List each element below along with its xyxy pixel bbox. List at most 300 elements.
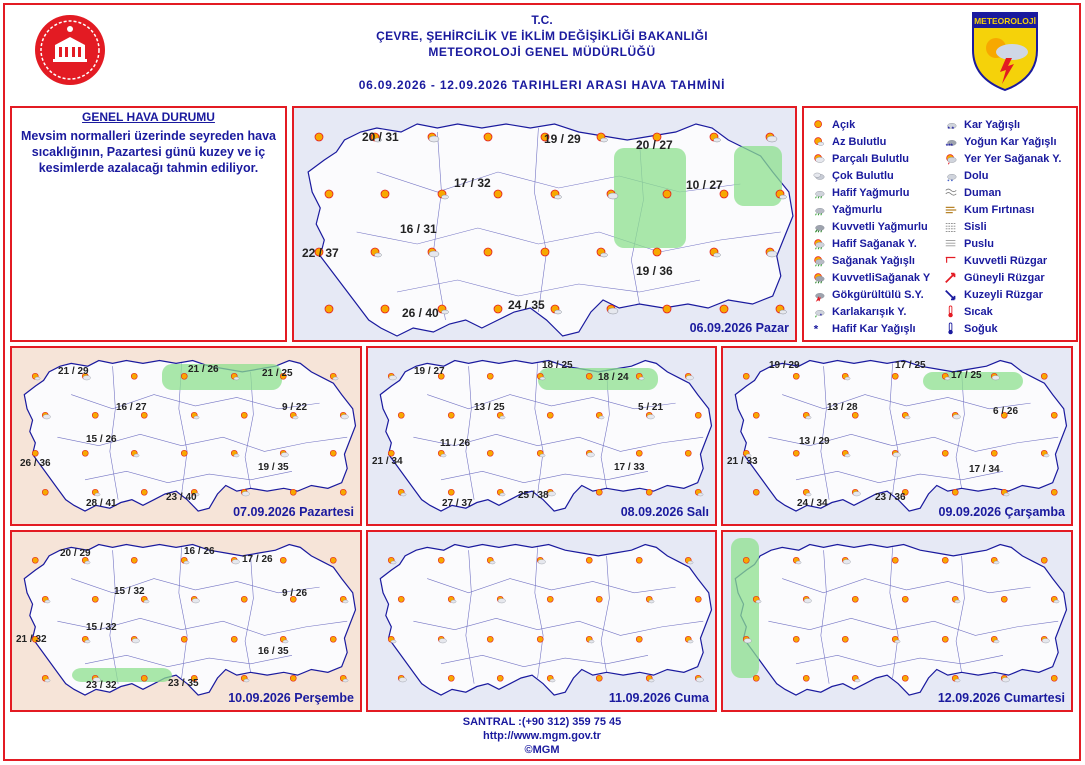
local-shower-icon xyxy=(944,152,960,166)
sun-small-cloud-icon xyxy=(328,370,340,388)
city-temperature: 17 / 26 xyxy=(242,554,273,565)
city-temperature: 23 / 36 xyxy=(875,492,906,503)
sun-small-cloud-icon xyxy=(495,486,507,504)
city-temperature: 16 / 27 xyxy=(116,402,147,413)
sun-small-cloud-icon xyxy=(338,672,350,690)
legend-item-cloudy xyxy=(812,167,930,184)
partly-cloudy-icon xyxy=(425,245,441,266)
city-temperature: 16 / 31 xyxy=(400,222,437,236)
city-temperature: 19 / 27 xyxy=(414,366,445,377)
sun-small-cloud-icon xyxy=(80,633,92,651)
legend-item-sun xyxy=(812,116,930,133)
city-temperature: 10 / 27 xyxy=(686,178,723,192)
sun-icon xyxy=(545,409,557,427)
sun-icon xyxy=(535,633,547,651)
sun-icon xyxy=(660,187,676,208)
sun-icon xyxy=(322,187,338,208)
legend-item-sleet xyxy=(812,303,930,320)
directorate-name: METEOROLOJİ GENEL MÜDÜRLÜĞÜ xyxy=(428,45,656,59)
sun-icon xyxy=(328,633,340,651)
city-temperature: 28 / 41 xyxy=(86,498,117,509)
sun-icon xyxy=(90,409,102,427)
legend-item-haze xyxy=(944,235,1061,252)
sun-small-cloud-icon xyxy=(40,593,52,611)
sun-small-cloud-icon xyxy=(485,554,497,572)
sun-icon xyxy=(791,633,803,651)
city-temperature: 23 / 35 xyxy=(168,678,199,689)
legend-item-sandstorm xyxy=(944,201,1061,218)
sun-small-cloud-icon xyxy=(545,672,557,690)
hot-icon xyxy=(944,305,960,319)
city-temperature: 15 / 32 xyxy=(114,586,145,597)
map-date-label: 06.09.2026 Pazar xyxy=(689,321,789,335)
sun-small-cloud-icon xyxy=(338,593,350,611)
sun-small-cloud-icon xyxy=(999,486,1011,504)
sun-icon xyxy=(801,672,813,690)
legend-item-hot xyxy=(944,303,1061,320)
legend-column-left xyxy=(812,116,930,337)
heavy-rain-icon xyxy=(812,220,828,234)
sun-icon xyxy=(584,554,596,572)
sun-small-cloud-icon xyxy=(950,672,962,690)
partly-cloudy-icon xyxy=(129,633,141,651)
map-day-4 xyxy=(721,346,1073,526)
city-temperature: 21 / 33 xyxy=(727,456,758,467)
sun-icon xyxy=(791,447,803,465)
sun-small-cloud-icon xyxy=(189,409,201,427)
sun-small-cloud-icon xyxy=(634,370,646,388)
smoke-icon xyxy=(944,186,960,200)
partly-cloudy-icon xyxy=(396,672,408,690)
ministry-name: ÇEVRE, ŞEHİRCİLİK VE İKLİM DEĞİŞİKLİĞİ BAKANLIĞI xyxy=(376,29,708,43)
legend-label: Açık xyxy=(832,118,856,131)
sun-small-cloud-icon xyxy=(594,409,606,427)
light-shower-icon xyxy=(812,237,828,251)
partly-cloudy-icon xyxy=(189,593,201,611)
sun-icon xyxy=(538,245,554,266)
city-temperature: 17 / 32 xyxy=(454,176,491,190)
partly-cloudy-icon xyxy=(890,447,902,465)
legend-item-smoke xyxy=(944,184,1061,201)
light-snow-icon xyxy=(812,322,828,336)
partly-cloudy-icon xyxy=(763,130,779,151)
partly-cloudy-icon xyxy=(1039,633,1051,651)
sun-icon xyxy=(446,409,458,427)
city-temperature: 13 / 28 xyxy=(827,402,858,413)
sun-icon xyxy=(940,633,952,651)
city-temperature: 5 / 21 xyxy=(638,402,664,413)
partly-cloudy-icon xyxy=(840,554,852,572)
sun-small-cloud-icon xyxy=(1039,447,1051,465)
sun-small-cloud-icon xyxy=(446,593,458,611)
partly-cloudy-icon xyxy=(239,486,251,504)
city-temperature: 20 / 27 xyxy=(636,138,673,152)
legend-label: Karlakarışık Y. xyxy=(832,305,907,318)
legend-item-fog xyxy=(944,218,1061,235)
thunderstorm-icon xyxy=(812,288,828,302)
sun-icon xyxy=(545,593,557,611)
partly-cloudy-icon xyxy=(741,633,753,651)
sun-small-cloud-icon xyxy=(129,447,141,465)
sun-icon xyxy=(751,409,763,427)
sun-small-cloud-icon xyxy=(989,554,1001,572)
map-date-label: 10.09.2026 Perşembe xyxy=(228,691,354,705)
map-date-label: 07.09.2026 Pazartesi xyxy=(233,505,354,519)
footer xyxy=(5,715,1079,757)
city-temperature: 13 / 29 xyxy=(799,436,830,447)
sun-small-cloud-icon xyxy=(229,370,241,388)
legend-item-light-shower xyxy=(812,235,930,252)
sun-icon xyxy=(481,130,497,151)
legend-label: Sisli xyxy=(964,220,987,233)
sun-icon xyxy=(288,672,300,690)
sun-small-cloud-icon xyxy=(436,447,448,465)
sun-icon xyxy=(378,302,394,323)
map-day-5 xyxy=(10,530,362,712)
partly-cloudy-icon xyxy=(436,633,448,651)
sun-icon xyxy=(791,370,803,388)
legend-panel xyxy=(802,106,1078,342)
city-temperature: 24 / 35 xyxy=(508,298,545,312)
legend-item-heavy-rain xyxy=(812,218,930,235)
sun-small-cloud-icon xyxy=(773,302,789,323)
partly-cloudy-icon xyxy=(386,370,398,388)
sun-icon xyxy=(890,370,902,388)
sun-small-cloud-icon xyxy=(594,130,610,151)
legend-label: Puslu xyxy=(964,237,994,250)
city-temperature: 26 / 40 xyxy=(402,306,439,320)
sun-icon xyxy=(485,447,497,465)
sun-icon xyxy=(900,593,912,611)
city-temperature: 17 / 34 xyxy=(969,464,1000,475)
sun-icon xyxy=(999,593,1011,611)
city-temperature: 20 / 29 xyxy=(60,548,91,559)
partly-cloudy-icon xyxy=(229,554,241,572)
legend-item-hail xyxy=(944,167,1061,184)
legend-label: Hafif Sağanak Y. xyxy=(832,237,917,250)
city-temperature: 21 / 26 xyxy=(188,364,219,375)
map-day-6 xyxy=(366,530,717,712)
legend-item-heavy-shower xyxy=(812,269,930,286)
sun-icon xyxy=(139,486,151,504)
sun-icon xyxy=(396,593,408,611)
sun-icon xyxy=(751,672,763,690)
legend-item-strong-wind xyxy=(944,252,1061,269)
sun-small-cloud-icon xyxy=(707,130,723,151)
sun-small-cloud-icon xyxy=(368,245,384,266)
legend-item-thunderstorm xyxy=(812,286,930,303)
sun-small-cloud-icon xyxy=(386,633,398,651)
city-temperature: 19 / 29 xyxy=(769,360,800,371)
legend-label: Gökgürültülü S.Y. xyxy=(832,288,924,301)
city-temperature: 22 / 37 xyxy=(302,246,339,260)
city-temperature: 15 / 32 xyxy=(86,622,117,633)
sun-icon xyxy=(378,187,394,208)
map-day-2 xyxy=(10,346,362,526)
partly-cloudy-icon xyxy=(989,370,1001,388)
city-temperature: 18 / 25 xyxy=(542,360,573,371)
sun-small-cloud-icon xyxy=(751,593,763,611)
sun-icon xyxy=(594,672,606,690)
sun-icon xyxy=(900,672,912,690)
partly-cloudy-icon xyxy=(604,302,620,323)
legend-item-shower xyxy=(812,252,930,269)
svg-text:*: * xyxy=(819,313,822,319)
city-temperature: 19 / 29 xyxy=(544,132,581,146)
sun-small-cloud-icon xyxy=(683,554,695,572)
sun-small-cloud-icon xyxy=(890,633,902,651)
shower-icon xyxy=(812,254,828,268)
legend-item-heavy-snow xyxy=(944,133,1061,150)
header-line-1: T.C. xyxy=(531,13,553,27)
partly-cloudy-icon xyxy=(338,409,350,427)
legend-label: Kuzeyli Rüzgar xyxy=(964,288,1043,301)
city-temperature: 24 / 34 xyxy=(797,498,828,509)
partly-cloudy-icon xyxy=(683,370,695,388)
sun-icon xyxy=(1049,672,1061,690)
city-temperature: 25 / 38 xyxy=(518,490,549,501)
legend-label: Yağmurlu xyxy=(832,203,883,216)
partly-cloudy-icon xyxy=(693,672,705,690)
sun-icon xyxy=(30,554,42,572)
cloudy-icon xyxy=(812,169,828,183)
partly-cloudy-icon xyxy=(584,447,596,465)
sun-small-cloud-icon xyxy=(791,554,803,572)
partly-cloudy-icon xyxy=(801,593,813,611)
partly-cloudy-icon xyxy=(763,245,779,266)
legend-item-local-shower xyxy=(944,150,1061,167)
sun-small-cloud-icon xyxy=(989,633,1001,651)
legend-label: Hafif Kar Yağışlı xyxy=(832,322,916,335)
sun-small-cloud-icon xyxy=(683,633,695,651)
sun-small-cloud-icon xyxy=(812,135,828,149)
legend-item-light-rain xyxy=(812,184,930,201)
legend-label: Parçalı Bulutlu xyxy=(832,152,910,165)
south-wind-icon xyxy=(944,271,960,285)
map-date-label: 08.09.2026 Salı xyxy=(620,505,709,519)
legend-label: Kuvvetli Rüzgar xyxy=(964,254,1048,267)
north-wind-icon xyxy=(944,288,960,302)
sun-icon xyxy=(396,409,408,427)
city-temperature: 17 / 25 xyxy=(895,360,926,371)
legend-item-sun-small-cloud xyxy=(812,133,930,150)
sun-icon xyxy=(322,302,338,323)
sun-icon xyxy=(312,130,328,151)
partly-cloudy-icon xyxy=(950,409,962,427)
sun-icon xyxy=(741,370,753,388)
sun-small-cloud-icon xyxy=(584,633,596,651)
sun-icon xyxy=(584,370,596,388)
sun-icon xyxy=(650,245,666,266)
sun-icon xyxy=(436,554,448,572)
sun-icon xyxy=(950,486,962,504)
partly-cloudy-icon xyxy=(812,152,828,166)
general-weather-panel xyxy=(10,106,287,342)
sun-icon xyxy=(90,593,102,611)
sun-icon xyxy=(890,554,902,572)
sun-icon xyxy=(812,118,828,132)
sun-icon xyxy=(338,486,350,504)
sun-icon xyxy=(1049,409,1061,427)
sun-small-cloud-icon xyxy=(30,370,42,388)
sun-small-cloud-icon xyxy=(1049,593,1061,611)
sun-icon xyxy=(989,447,1001,465)
partly-cloudy-icon xyxy=(535,554,547,572)
city-temperature: 6 / 26 xyxy=(993,406,1019,417)
sleet-icon xyxy=(812,305,828,319)
sun-icon xyxy=(239,593,251,611)
fog-icon xyxy=(944,220,960,234)
city-temperature: 9 / 22 xyxy=(282,402,308,413)
city-temperature: 9 / 26 xyxy=(282,588,308,599)
partly-cloudy-icon xyxy=(425,130,441,151)
sun-icon xyxy=(80,447,92,465)
map-date-label: 12.09.2026 Cumartesi xyxy=(937,691,1065,705)
sun-icon xyxy=(660,302,676,323)
city-temperature: 20 / 31 xyxy=(362,130,399,144)
partly-cloudy-icon xyxy=(40,409,52,427)
city-temperature: 16 / 35 xyxy=(258,646,289,657)
sun-small-cloud-icon xyxy=(644,672,656,690)
city-temperature: 13 / 25 xyxy=(474,402,505,413)
sun-icon xyxy=(634,554,646,572)
sun-icon xyxy=(850,593,862,611)
sandstorm-icon xyxy=(944,203,960,217)
sun-icon xyxy=(278,554,290,572)
legend-label: Dolu xyxy=(964,169,989,182)
sun-small-cloud-icon xyxy=(644,593,656,611)
sun-small-cloud-icon xyxy=(535,447,547,465)
partly-cloudy-icon xyxy=(999,672,1011,690)
city-temperature: 17 / 25 xyxy=(951,370,982,381)
sun-icon xyxy=(485,633,497,651)
city-temperature: 16 / 26 xyxy=(184,546,215,557)
sun-small-cloud-icon xyxy=(435,187,451,208)
sun-icon xyxy=(594,593,606,611)
snow-icon xyxy=(944,118,960,132)
legend-column-right xyxy=(944,116,1061,337)
copyright: ©MGM xyxy=(524,744,560,756)
sun-small-cloud-icon xyxy=(40,672,52,690)
header xyxy=(5,5,1079,105)
sun-icon xyxy=(179,447,191,465)
partly-cloudy-icon xyxy=(850,486,862,504)
legend-label: Çok Bulutlu xyxy=(832,169,894,182)
sun-icon xyxy=(1039,370,1051,388)
city-temperature: 15 / 26 xyxy=(86,434,117,445)
cold-icon xyxy=(944,322,960,336)
light-rain-icon xyxy=(812,186,828,200)
sun-icon xyxy=(481,245,497,266)
legend-item-cold xyxy=(944,320,1061,337)
sun-icon xyxy=(1049,486,1061,504)
sun-icon xyxy=(328,447,340,465)
sun-icon xyxy=(129,554,141,572)
sun-small-cloud-icon xyxy=(229,447,241,465)
sun-icon xyxy=(495,672,507,690)
city-temperature: 21 / 32 xyxy=(16,634,47,645)
hail-icon xyxy=(944,169,960,183)
map-day-1 xyxy=(292,106,797,342)
sun-small-cloud-icon xyxy=(801,409,813,427)
sun-icon xyxy=(644,486,656,504)
sun-icon xyxy=(129,370,141,388)
city-temperature: 19 / 36 xyxy=(636,264,673,278)
sun-small-cloud-icon xyxy=(900,409,912,427)
city-temperature: 27 / 37 xyxy=(442,498,473,509)
legend-item-north-wind xyxy=(944,286,1061,303)
sun-icon xyxy=(693,593,705,611)
svg-text:* *: * * xyxy=(947,125,954,132)
rain-icon xyxy=(812,203,828,217)
sun-icon xyxy=(328,554,340,572)
website-link[interactable]: http://www.mgm.gov.tr xyxy=(483,730,601,742)
legend-item-snow xyxy=(944,116,1061,133)
sun-icon xyxy=(683,447,695,465)
haze-icon xyxy=(944,237,960,251)
legend-label: Yoğun Kar Yağışlı xyxy=(964,135,1057,148)
map-date-label: 09.09.2026 Çarşamba xyxy=(938,505,1065,519)
sun-small-cloud-icon xyxy=(773,187,789,208)
sun-small-cloud-icon xyxy=(707,245,723,266)
legend-label: Kuvvetli Yağmurlu xyxy=(832,220,928,233)
sun-icon xyxy=(634,633,646,651)
sun-icon xyxy=(229,633,241,651)
sun-small-cloud-icon xyxy=(840,447,852,465)
legend-label: Soğuk xyxy=(964,322,998,335)
city-temperature: 23 / 40 xyxy=(166,492,197,503)
city-temperature: 18 / 24 xyxy=(598,372,629,383)
sun-icon xyxy=(840,633,852,651)
sun-icon xyxy=(239,409,251,427)
meteorology-logo-icon xyxy=(970,10,1040,92)
city-temperature: 21 / 25 xyxy=(262,368,293,379)
legend-item-light-snow xyxy=(812,320,930,337)
legend-label: Sıcak xyxy=(964,305,993,318)
legend-label: KuvvetliSağanak Y xyxy=(832,271,931,284)
sun-icon xyxy=(693,409,705,427)
sun-icon xyxy=(491,187,507,208)
sun-small-cloud-icon xyxy=(386,554,398,572)
general-weather-text: Mevsim normalleri üzerinde seyreden hava sıcaklığının, Pazartesi günü kuzey ve iç kesimlerde azalacağı tahmin ediliyor. xyxy=(21,129,276,175)
sun-small-cloud-icon xyxy=(950,593,962,611)
legend-label: Az Bulutlu xyxy=(832,135,887,148)
sun-icon xyxy=(1039,554,1051,572)
heavy-snow-icon xyxy=(944,135,960,149)
city-temperature: 17 / 33 xyxy=(614,462,645,473)
city-temperature: 26 / 36 xyxy=(20,458,51,469)
city-temperature: 21 / 34 xyxy=(372,456,403,467)
legend-label: Hafif Yağmurlu xyxy=(832,186,910,199)
sun-icon xyxy=(940,554,952,572)
sun-icon xyxy=(288,486,300,504)
svg-text:METEOROLOJİ: METEOROLOJİ xyxy=(974,16,1036,26)
sun-icon xyxy=(741,554,753,572)
sun-icon xyxy=(139,672,151,690)
strong-wind-icon xyxy=(944,254,960,268)
sun-small-cloud-icon xyxy=(940,370,952,388)
sun-icon xyxy=(40,486,52,504)
legend-item-rain xyxy=(812,201,930,218)
legend-item-partly-cloudy xyxy=(812,150,930,167)
map-day-7 xyxy=(721,530,1073,712)
sun-small-cloud-icon xyxy=(396,486,408,504)
sun-icon xyxy=(940,447,952,465)
legend-label: Kum Fırtınası xyxy=(964,203,1035,216)
sun-small-cloud-icon xyxy=(239,672,251,690)
sun-icon xyxy=(179,633,191,651)
partly-cloudy-icon xyxy=(604,187,620,208)
